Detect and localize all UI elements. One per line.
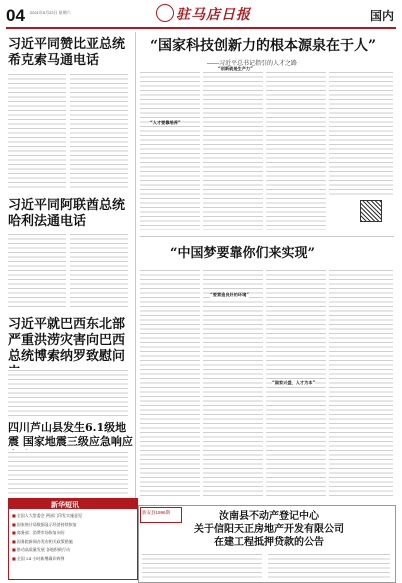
announcement-title-line-1: 汝南县不动产登记中心 <box>219 511 319 522</box>
news-brief-item: ■ 国务院新闻办发布相关政策措施 <box>12 538 134 547</box>
lead-body-col-4 <box>329 70 393 195</box>
article-body-2b <box>70 232 128 310</box>
second-body-col-2 <box>203 268 263 498</box>
second-subhead-2: “国家兴盛，人才为本” <box>272 380 316 385</box>
announcement-body-left <box>142 552 262 578</box>
page-number: 04 <box>6 6 25 25</box>
second-title: “中国梦要靠你们来实现” <box>170 246 315 261</box>
lead-subhead-1: “创新就是生产力” <box>218 66 253 71</box>
article-body-1 <box>8 72 66 190</box>
masthead <box>150 1 254 25</box>
lead-subhead-2: “人才要靠培养” <box>150 120 181 125</box>
article-body-2 <box>8 232 66 310</box>
lead-body-col-1 <box>140 70 200 230</box>
news-briefs-header <box>9 499 137 509</box>
qr-code-icon <box>360 200 382 222</box>
emblem-icon <box>156 4 174 22</box>
second-body-col-1 <box>140 268 200 498</box>
date-line: 2021年5月22日 星期六 <box>30 10 71 15</box>
news-brief-item: ■ 全国 24 小时新增确诊病例 <box>12 555 134 564</box>
news-brief-item: ■ 国家统计局数据显示经济持续恢复 <box>12 521 134 530</box>
news-briefs-box <box>8 498 138 580</box>
news-briefs-list <box>12 512 134 563</box>
news-brief-item: ■ 全国人大常委会 两部门印发实施意见 <box>12 512 134 521</box>
lead-body-col-3 <box>266 70 326 230</box>
section-divider <box>140 236 394 237</box>
second-subhead-1: “要营造良好的环境” <box>210 292 250 297</box>
article-title-3: 习近平就巴西东北部严重洪涝灾害向巴西总统博索纳罗致慰问 <box>8 317 126 364</box>
section-label: 国内 <box>369 9 394 23</box>
article-title-2: 习近平同阿联酋总统哈利法通电话 <box>8 198 126 229</box>
article-title-1: 习近平同赞比亚总统希克索马通电话 <box>8 37 126 68</box>
article-body-3 <box>8 368 128 416</box>
second-body-col-4 <box>329 268 393 498</box>
announcement-body-right <box>268 552 390 578</box>
announcement-title-line-2: 关于信阳天正房地产开发有限公司 <box>194 524 344 535</box>
announcement-title-line-3: 在建工程抵押贷款的公告 <box>214 537 324 548</box>
article-body-1b <box>70 72 128 190</box>
lead-title: “国家科技创新力的根本源泉在于人” <box>150 38 377 54</box>
column-divider <box>135 32 136 500</box>
article-body-4 <box>8 450 128 494</box>
lead-body-col-2 <box>203 70 263 230</box>
news-brief-item: ■ 商务部：消费市场恢复向好 <box>12 529 134 538</box>
header-rule <box>6 27 396 29</box>
article-title-4: 四川芦山县发生6.1级地震 国家地震三级应急响应 <box>8 421 133 448</box>
news-brief-item: ■ 推动高质量发展 各地积极行动 <box>12 546 134 555</box>
news-briefs-title: 新华短讯 <box>51 502 79 509</box>
ad-label: 新安县1996期 <box>142 510 171 515</box>
masthead-logo: 驻马店日报 <box>176 7 251 23</box>
lead-subtitle: ——习近平总书记指引的人才之路 <box>207 61 298 67</box>
